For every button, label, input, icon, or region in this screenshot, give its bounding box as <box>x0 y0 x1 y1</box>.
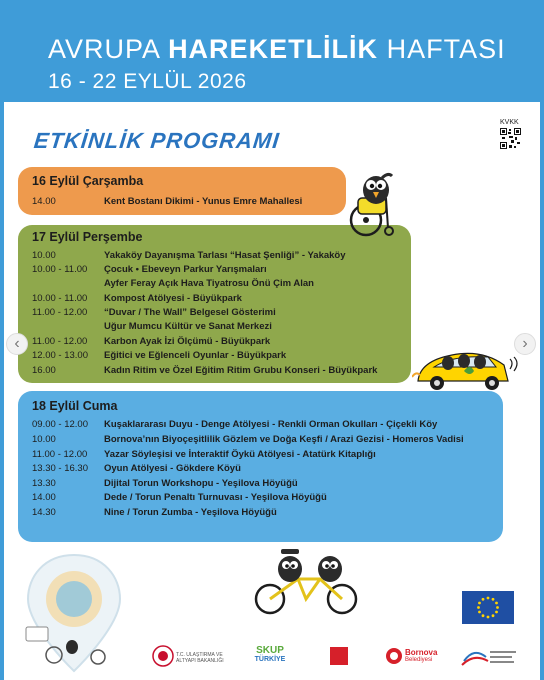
event-time: 11.00 - 12.00 <box>32 307 88 318</box>
bornova-line2: Belediyesi <box>405 657 433 663</box>
event-row <box>32 478 298 489</box>
city-pin-illustration <box>14 545 134 675</box>
title-bold: HAREKETLİLİK <box>168 34 379 64</box>
eu-flag-icon <box>462 591 514 624</box>
event-text: Dede / Torun Penaltı Turnuvası - Yeşilova Höyüğü <box>104 492 327 503</box>
event-text: Oyun Atölyesi - Gökdere Köyü <box>104 463 241 474</box>
event-row <box>32 365 377 376</box>
header-title <box>48 34 506 65</box>
event-time: 13.30 - 16.30 <box>32 463 88 474</box>
event-time: 10.00 - 11.00 <box>32 264 88 275</box>
event-time: 14.00 <box>32 492 56 503</box>
tandem-bike-illustration <box>248 545 368 617</box>
event-text: Dijital Torun Workshopu - Yeşilova Höyüğü <box>104 478 298 489</box>
electric-car-illustration <box>412 345 522 395</box>
event-text: Eğitici ve Eğlenceli Oyunlar - Büyükpark <box>104 350 287 361</box>
event-text: Yazar Söyleşisi ve İnteraktif Öykü Atölyesi - Atatürk Kitaplığı <box>104 449 376 460</box>
event-text: “Duvar / The Wall” Belgesel Gösterimi <box>104 307 276 318</box>
event-text: Kadın Ritim ve Özel Eğitim Ritim Grubu Konseri - Büyükpark <box>104 365 378 376</box>
mascot-wheelchair-illustration <box>344 168 406 240</box>
bornova-line1: Bornova <box>405 648 438 657</box>
ministry-emblem-icon <box>152 645 174 667</box>
event-row <box>32 492 327 503</box>
event-text: Kent Bostanı Dikimi - Yunus Emre Mahallesi <box>104 196 303 207</box>
event-text: Ayfer Feray Açık Hava Tiyatrosu Önü Çim Alan <box>104 278 314 289</box>
ministry-line1: T.C. ULAŞTIRMA VE <box>176 652 223 658</box>
day-date: 18 Eylül Cuma <box>32 399 118 413</box>
event-row <box>32 434 464 445</box>
day-block-17-september <box>18 225 411 383</box>
event-text: Uğur Mumcu Kültür ve Sanat Merkezi <box>104 321 272 332</box>
event-time: 11.00 - 12.00 <box>32 449 88 460</box>
event-time: 14.00 <box>32 196 56 207</box>
skup-logo <box>250 645 290 671</box>
qr-code-icon[interactable] <box>500 128 521 149</box>
skup-bottom: TÜRKİYE <box>254 656 286 663</box>
event-row <box>32 463 241 474</box>
chevron-left-icon[interactable]: ‹ <box>6 333 28 355</box>
ministry-line2: ALTYAPI BAKANLIĞI <box>176 658 224 664</box>
bornova-emblem-icon <box>385 647 403 665</box>
event-time: 10.00 <box>32 434 56 445</box>
header-dates: 16 - 22 EYLÜL 2026 <box>48 70 247 93</box>
event-text: Karbon Ayak İzi Ölçümü - Büyükpark <box>104 336 271 347</box>
title-prefix: AVRUPA <box>48 34 160 64</box>
event-time: 16.00 <box>32 365 56 376</box>
operational-programme-logo <box>460 645 520 669</box>
day-block-16-september <box>18 167 346 215</box>
frame-right <box>540 102 544 680</box>
red-square-logo <box>330 647 348 665</box>
event-row <box>32 336 270 347</box>
event-time: 10.00 - 11.00 <box>32 293 88 304</box>
event-text: Yakaköy Dayanışma Tarlası “Hasat Şenliği” - Yakaköy <box>104 250 346 261</box>
day-date: 17 Eylül Perşembe <box>32 230 143 244</box>
event-time: 09.00 - 12.00 <box>32 419 88 430</box>
event-time: 14.30 <box>32 507 56 518</box>
event-row <box>32 307 276 318</box>
chevron-right-icon[interactable]: › <box>514 333 536 355</box>
event-row <box>32 293 242 304</box>
event-text: Bornova’nın Biyoçeşitlilik Gözlem ve Doğa Keşfi / Arazi Gezisi - Homeros Vadisi <box>104 434 464 445</box>
event-time: 10.00 <box>32 250 56 261</box>
skup-top: SKUP <box>256 645 284 656</box>
frame-left <box>0 102 4 680</box>
event-row <box>32 196 302 207</box>
event-row <box>32 507 277 518</box>
day-date: 16 Eylül Çarşamba <box>32 174 144 188</box>
event-row <box>32 250 346 261</box>
event-text: Çocuk • Ebeveyn Parkur Yarışmaları <box>104 264 267 275</box>
event-row <box>32 321 272 332</box>
event-row <box>32 449 376 460</box>
title-suffix: HAFTASI <box>386 34 506 64</box>
event-time: 13.30 <box>32 478 56 489</box>
event-text: Kuşaklararası Duyu - Denge Atölyesi - Renkli Orman Okulları - Çiçekli Köy <box>104 419 438 430</box>
program-title: ETKİNLİK PROGRAMI <box>32 128 281 153</box>
kvkk-label: KVKK <box>500 119 519 126</box>
event-row <box>32 350 286 361</box>
event-row <box>32 419 437 430</box>
ministry-logo <box>152 645 226 669</box>
event-row <box>32 264 267 275</box>
event-text: Kompost Atölyesi - Büyükpark <box>104 293 242 304</box>
event-text: Nine / Torun Zumba - Yeşilova Höyüğü <box>104 507 277 518</box>
day-block-18-september <box>18 391 503 542</box>
event-time: 11.00 - 12.00 <box>32 336 88 347</box>
event-row <box>32 278 314 289</box>
bornova-logo <box>385 645 445 669</box>
event-time: 12.00 - 13.00 <box>32 350 88 361</box>
